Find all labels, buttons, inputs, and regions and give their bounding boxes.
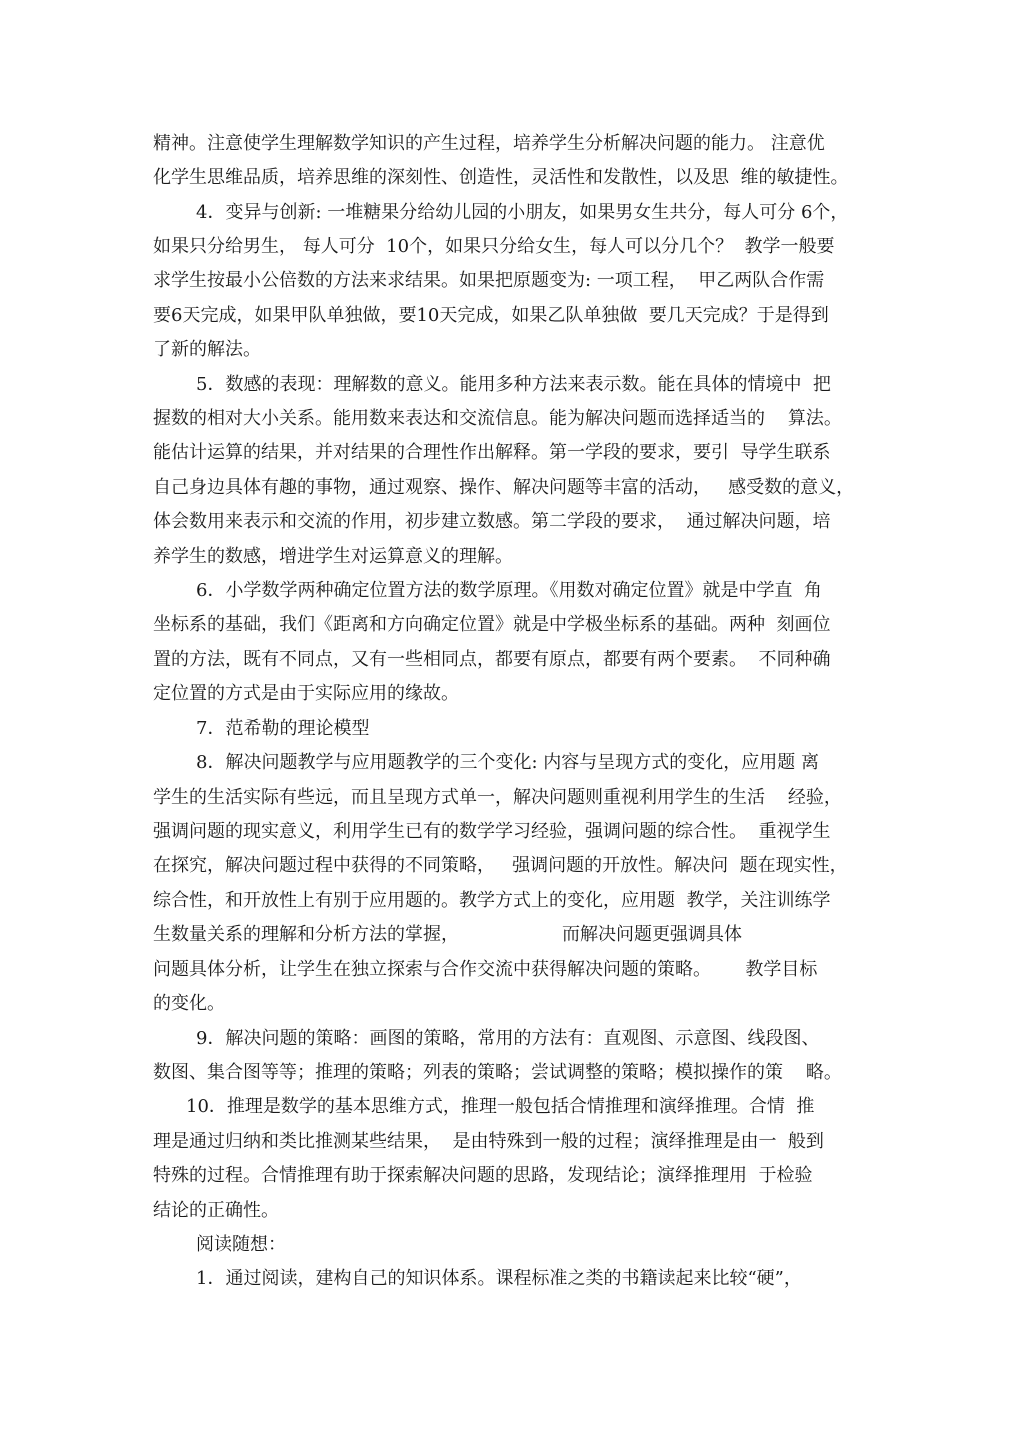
text-line: 9．解决问题的策略：画图的策略，常用的方法有：直观图、示意图、线段图、 — [196, 1028, 820, 1049]
text-line: 化学生思维品质，培养思维的深刻性、创造性，灵活性和发散性，以及思 维的敏捷性。 — [153, 167, 849, 188]
text-line: 定位置的方式是由于实际应用的缘故。 — [153, 683, 459, 704]
text-line: 数图、集合图等等；推理的策略；列表的策略；尝试调整的策略；模拟操作的策 略。 — [153, 1062, 842, 1083]
text-line: 强调问题的现实意义，利用学生已有的数学学习经验，强调问题的综合性。 重视学生 — [153, 821, 831, 842]
text-line: 10．推理是数学的基本思维方式，推理一般包括合情推理和演绎推理。合情 推 — [186, 1096, 815, 1117]
text-line: 阅读随想： — [196, 1234, 286, 1255]
text-line: 体会数用来表示和交流的作用，初步建立数感。第二学段的要求， 通过解决问题，培 — [153, 511, 831, 532]
text-line: 特殊的过程。合情推理有助于探索解决问题的思路，发现结论；演绎推理用 于检验 — [153, 1165, 813, 1186]
text-line: 综合性，和开放性上有别于应用题的。教学方式上的变化，应用题 教学，关注训练学 — [153, 890, 831, 911]
text-line: 在探究，解决问题过程中获得的不同策略， 强调问题的开放性。解决问 题在现实性， — [153, 855, 848, 876]
text-line: 学生的生活实际有些远，而且呈现方式单一，解决问题则重视利用学生的生活 经验， — [153, 787, 842, 808]
text-line: 握数的相对大小关系。能用数来表达和交流信息。能为解决问题而选择适当的 算法。 — [153, 408, 842, 429]
text-line: 坐标系的基础，我们《距离和方向确定位置》就是中学极坐标系的基础。两种 刻画位 — [153, 614, 831, 635]
text-line: 8．解决问题教学与应用题教学的三个变化: 内容与呈现方式的变化，应用题 离 — [196, 752, 819, 773]
text-line: 的变化。 — [153, 993, 225, 1014]
text-line: 理是通过归纳和类比推测某些结果， 是由特殊到一般的过程；演绎推理是由一 般到 — [153, 1131, 824, 1152]
text-line: 生数量关系的理解和分析方法的掌握， 而解决问题更强调具体 — [153, 924, 742, 945]
text-line: 5．数感的表现：理解数的意义。能用多种方法来表示数。能在具体的情境中 把 — [196, 374, 831, 395]
text-line: 问题具体分析，让学生在独立探索与合作交流中获得解决问题的策略。 教学目标 — [153, 959, 818, 980]
text-line: 4．变异与创新: 一堆糖果分给幼儿园的小朋友，如果男女生共分，每人可分 6个， — [196, 202, 849, 223]
text-line: 了新的解法。 — [153, 339, 261, 360]
text-line: 置的方法，既有不同点，又有一些相同点，都要有原点，都要有两个要素。 不同种确 — [153, 649, 831, 670]
text-line: 结论的正确性。 — [153, 1200, 279, 1221]
text-line: 求学生按最小公倍数的方法来求结果。如果把原题变为: 一项工程， 甲乙两队合作需 — [153, 270, 825, 291]
text-line: 自己身边具体有趣的事物，通过观察、操作、解决问题等丰富的活动， 感受数的意义， — [153, 477, 855, 498]
text-line: 7．范希勒的理论模型 — [196, 718, 370, 739]
text-line: 要6天完成，如果甲队单独做，要10天完成，如果乙队单独做 要几天完成？于是得到 — [153, 305, 829, 326]
text-line: 1．通过阅读，建构自己的知识体系。课程标准之类的书籍读起来比较“硬”， — [196, 1268, 802, 1289]
text-line: 6．小学数学两种确定位置方法的数学原理。《用数对确定位置》就是中学直 角 — [196, 580, 822, 601]
text-line: 养学生的数感，增进学生对运算意义的理解。 — [153, 546, 513, 567]
text-line: 能估计运算的结果，并对结果的合理性作出解释。第一学段的要求，要引 导学生联系 — [153, 442, 831, 463]
text-line: 精神。注意使学生理解数学知识的产生过程，培养学生分析解决问题的能力。 注意优 — [153, 133, 825, 154]
text-line: 如果只分给男生， 每人可分 10个，如果只分给女生，每人可以分几个？ 教学一般要 — [153, 236, 835, 257]
